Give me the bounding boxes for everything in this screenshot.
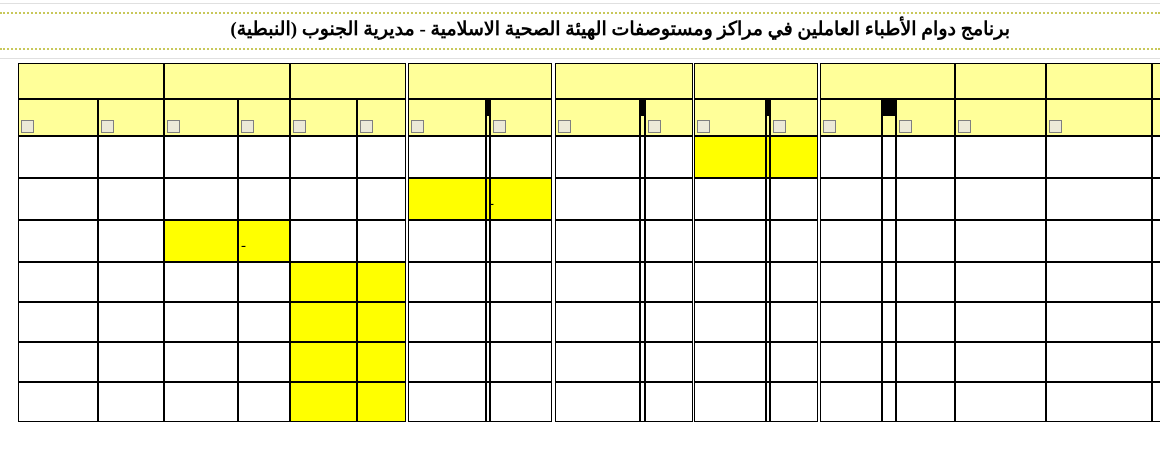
- schedule-cell-to[interactable]: [98, 220, 164, 262]
- schedule-cell-gap[interactable]: [882, 302, 896, 342]
- schedule-cell-to[interactable]: [357, 302, 406, 342]
- schedule-cell-from[interactable]: [164, 220, 238, 262]
- filter-dropdown-arrow[interactable]: [167, 120, 180, 133]
- schedule-cell-gap[interactable]: [882, 382, 896, 422]
- schedule-cell-to[interactable]: [645, 382, 693, 422]
- filter-dropdown-arrow[interactable]: [411, 120, 424, 133]
- filter-dropdown-arrow[interactable]: [493, 120, 506, 133]
- schedule-cell-from[interactable]: [18, 262, 98, 302]
- edge-cell[interactable]: [1152, 342, 1160, 382]
- schedule-cell-to[interactable]: [490, 136, 552, 178]
- schedule-cell-to[interactable]: [770, 178, 818, 220]
- filter-dropdown-arrow[interactable]: [958, 120, 971, 133]
- schedule-cell-from[interactable]: [408, 382, 486, 422]
- doctor-cell[interactable]: [1046, 220, 1152, 262]
- to-header: [896, 99, 955, 136]
- schedule-cell-to[interactable]: [645, 342, 693, 382]
- edge-cell[interactable]: [1152, 302, 1160, 342]
- day-header: [694, 63, 818, 99]
- specialty-header: [955, 63, 1046, 99]
- filter-dropdown-arrow[interactable]: [360, 120, 373, 133]
- schedule-cell-from[interactable]: [18, 178, 98, 220]
- from-header: [18, 99, 98, 136]
- day-header: [408, 63, 552, 99]
- schedule-cell-to[interactable]: [98, 262, 164, 302]
- schedule-cell-to[interactable]: [238, 382, 290, 422]
- schedule-cell-from[interactable]: [694, 178, 766, 220]
- filter-dropdown-arrow[interactable]: [899, 120, 912, 133]
- schedule-cell-to[interactable]: [490, 302, 552, 342]
- page-title: برنامج دوام الأطباء العاملين في مراكز ومستوصفات الهيئة الصحية الاسلامية - مديرية الجنوب (النبطية): [230, 19, 1010, 40]
- time-dash: -: [489, 196, 494, 212]
- filter-dropdown-arrow[interactable]: [21, 120, 34, 133]
- schedule-cell-to[interactable]: [896, 382, 955, 422]
- specialty-cell[interactable]: [955, 220, 1046, 262]
- schedule-cell-to[interactable]: [896, 342, 955, 382]
- schedule-cell-to[interactable]: [770, 302, 818, 342]
- schedule-cell-gap[interactable]: [882, 262, 896, 302]
- schedule-cell-from[interactable]: [820, 302, 882, 342]
- schedule-cell-from[interactable]: [820, 262, 882, 302]
- schedule-cell-from[interactable]: [820, 136, 882, 178]
- schedule-cell-from[interactable]: [164, 136, 238, 178]
- schedule-cell-gap[interactable]: [882, 178, 896, 220]
- schedule-cell-from[interactable]: [408, 136, 486, 178]
- day-header: [555, 63, 693, 99]
- specialty-cell[interactable]: [955, 262, 1046, 302]
- schedule-cell-from[interactable]: [694, 220, 766, 262]
- edge-cell[interactable]: [1152, 382, 1160, 422]
- schedule-cell-to[interactable]: [896, 262, 955, 302]
- schedule-cell-to[interactable]: [98, 382, 164, 422]
- sheet-gridline: [0, 58, 1160, 59]
- specialty-subheader: [955, 99, 1046, 136]
- schedule-cell-to[interactable]: [238, 302, 290, 342]
- schedule-cell-to[interactable]: [357, 262, 406, 302]
- schedule-cell-to[interactable]: [357, 220, 406, 262]
- schedule-cell-to[interactable]: [645, 302, 693, 342]
- sheet-gridline: [0, 3, 1160, 4]
- schedule-cell-to[interactable]: [357, 382, 406, 422]
- schedule-cell-from[interactable]: [694, 262, 766, 302]
- schedule-cell-from[interactable]: [164, 302, 238, 342]
- schedule-cell-to[interactable]: [490, 262, 552, 302]
- schedule-cell-to[interactable]: [896, 220, 955, 262]
- schedule-cell-gap[interactable]: [882, 220, 896, 262]
- from-header: [555, 99, 640, 136]
- schedule-cell-to[interactable]: [238, 342, 290, 382]
- schedule-cell-from[interactable]: [555, 302, 640, 342]
- specialty-cell[interactable]: [955, 178, 1046, 220]
- schedule-cell-to[interactable]: [645, 220, 693, 262]
- day-header: [18, 63, 164, 99]
- schedule-cell-from[interactable]: [18, 342, 98, 382]
- schedule-cell-to[interactable]: [645, 262, 693, 302]
- schedule-cell-to[interactable]: [645, 136, 693, 178]
- schedule-cell-to[interactable]: [98, 342, 164, 382]
- doctor-cell[interactable]: [1046, 262, 1152, 302]
- schedule-cell-from[interactable]: [694, 342, 766, 382]
- schedule-cell-from[interactable]: [18, 136, 98, 178]
- schedule-cell-to[interactable]: [770, 342, 818, 382]
- schedule-cell-from[interactable]: [164, 178, 238, 220]
- schedule-cell-to[interactable]: [770, 220, 818, 262]
- schedule-cell-from[interactable]: [694, 302, 766, 342]
- schedule-cell-from[interactable]: [164, 382, 238, 422]
- schedule-cell-gap[interactable]: [882, 136, 896, 178]
- schedule-cell-from[interactable]: [408, 178, 486, 220]
- schedule-cell-gap[interactable]: [882, 342, 896, 382]
- divider-lower: [882, 115, 896, 136]
- filter-dropdown-arrow[interactable]: [823, 120, 836, 133]
- filter-dropdown-arrow[interactable]: [773, 120, 786, 133]
- filter-dropdown-arrow[interactable]: [648, 120, 661, 133]
- edge-cell[interactable]: [1152, 220, 1160, 262]
- filter-dropdown-arrow[interactable]: [697, 120, 710, 133]
- schedule-cell-to[interactable]: [490, 342, 552, 382]
- from-header: [694, 99, 766, 136]
- schedule-cell-to[interactable]: [98, 302, 164, 342]
- to-header: [238, 99, 290, 136]
- schedule-cell-from[interactable]: [555, 178, 640, 220]
- doctor-cell[interactable]: [1046, 178, 1152, 220]
- doctor-header: [1046, 63, 1152, 99]
- schedule-cell-from[interactable]: [290, 262, 357, 302]
- schedule-cell-to[interactable]: [98, 178, 164, 220]
- edge-subheader: [1152, 99, 1160, 136]
- schedule-cell-to[interactable]: [98, 136, 164, 178]
- schedule-cell-from[interactable]: [820, 178, 882, 220]
- schedule-cell-from[interactable]: [408, 220, 486, 262]
- from-header: [820, 99, 882, 136]
- schedule-cell-to[interactable]: [238, 178, 290, 220]
- schedule-cell-from[interactable]: [18, 382, 98, 422]
- schedule-cell-to[interactable]: [770, 262, 818, 302]
- schedule-cell-from[interactable]: [18, 302, 98, 342]
- schedule-cell-to[interactable]: [490, 220, 552, 262]
- schedule-cell-to[interactable]: [238, 136, 290, 178]
- schedule-cell-to[interactable]: [490, 382, 552, 422]
- schedule-cell-from[interactable]: [555, 382, 640, 422]
- doctor-subheader: [1046, 99, 1152, 136]
- column-divider-black: [882, 99, 896, 115]
- filter-dropdown-arrow[interactable]: [1049, 120, 1062, 133]
- schedule-cell-to[interactable]: [357, 342, 406, 382]
- schedule-cell-from[interactable]: [290, 136, 357, 178]
- schedule-cell-from[interactable]: [694, 136, 766, 178]
- schedule-cell-to[interactable]: [357, 136, 406, 178]
- edge-cell[interactable]: [1152, 136, 1160, 178]
- time-dash: -: [241, 238, 246, 254]
- title-bar: [0, 12, 1160, 50]
- schedule-cell-from[interactable]: [820, 382, 882, 422]
- filter-dropdown-arrow[interactable]: [241, 120, 254, 133]
- doctor-cell[interactable]: [1046, 302, 1152, 342]
- schedule-cell-to[interactable]: [770, 136, 818, 178]
- schedule-cell-from[interactable]: [290, 382, 357, 422]
- doctor-cell[interactable]: [1046, 342, 1152, 382]
- schedule-cell-to[interactable]: [896, 136, 955, 178]
- schedule-cell-from[interactable]: [408, 302, 486, 342]
- schedule-cell-from[interactable]: [555, 220, 640, 262]
- specialty-cell[interactable]: [955, 382, 1046, 422]
- schedule-cell-from[interactable]: [290, 178, 357, 220]
- schedule-cell-from[interactable]: [820, 220, 882, 262]
- day-header: [820, 63, 955, 99]
- schedule-cell-to[interactable]: [645, 178, 693, 220]
- schedule-cell-from[interactable]: [408, 342, 486, 382]
- day-header: [290, 63, 406, 99]
- from-header: [290, 99, 357, 136]
- schedule-cell-from[interactable]: [408, 262, 486, 302]
- filter-dropdown-arrow[interactable]: [558, 120, 571, 133]
- doctor-cell[interactable]: [1046, 136, 1152, 178]
- schedule-cell-from[interactable]: [18, 220, 98, 262]
- to-header: [357, 99, 406, 136]
- to-header: [490, 99, 552, 136]
- schedule-cell-from[interactable]: [290, 220, 357, 262]
- schedule-cell-to[interactable]: [490, 178, 552, 220]
- schedule-cell-from[interactable]: [164, 342, 238, 382]
- specialty-cell[interactable]: [955, 302, 1046, 342]
- schedule-cell-from[interactable]: [164, 262, 238, 302]
- filter-dropdown-arrow[interactable]: [101, 120, 114, 133]
- schedule-cell-from[interactable]: [555, 136, 640, 178]
- from-header: [408, 99, 486, 136]
- day-header: [164, 63, 290, 99]
- schedule-cell-from[interactable]: [555, 342, 640, 382]
- to-header: [770, 99, 818, 136]
- edge-header: [1152, 63, 1160, 99]
- schedule-cell-to[interactable]: [896, 302, 955, 342]
- schedule-cell-from[interactable]: [694, 382, 766, 422]
- edge-cell[interactable]: [1152, 262, 1160, 302]
- from-header: [164, 99, 238, 136]
- to-header: [98, 99, 164, 136]
- specialty-cell[interactable]: [955, 342, 1046, 382]
- schedule-cell-from[interactable]: [555, 262, 640, 302]
- schedule-cell-to[interactable]: [238, 262, 290, 302]
- schedule-cell-to[interactable]: [770, 382, 818, 422]
- schedule-cell-to[interactable]: [896, 178, 955, 220]
- schedule-cell-to[interactable]: [357, 178, 406, 220]
- schedule-cell-from[interactable]: [290, 302, 357, 342]
- schedule-cell-from[interactable]: [290, 342, 357, 382]
- specialty-cell[interactable]: [955, 136, 1046, 178]
- filter-dropdown-arrow[interactable]: [293, 120, 306, 133]
- to-header: [645, 99, 693, 136]
- schedule-cell-from[interactable]: [820, 342, 882, 382]
- doctor-cell[interactable]: [1046, 382, 1152, 422]
- edge-cell[interactable]: [1152, 178, 1160, 220]
